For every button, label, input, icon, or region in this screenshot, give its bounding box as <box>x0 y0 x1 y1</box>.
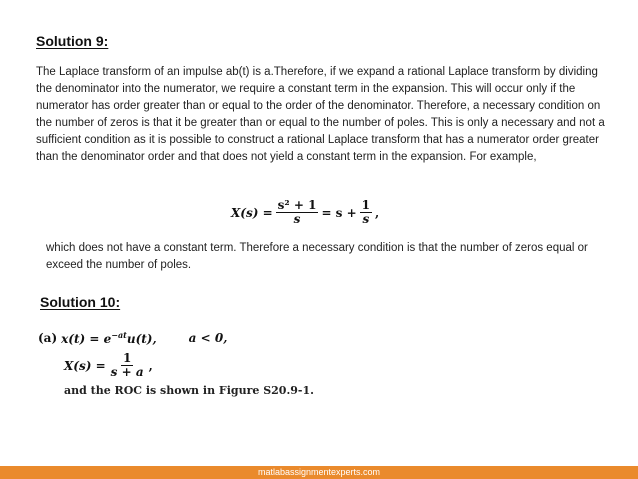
equation-middle: = s + <box>321 205 357 220</box>
solution-10-equations <box>38 330 227 379</box>
solution-9-paragraph-2: which does not have a constant term. Therefore a necessary condition is that the number of zeros equal or exceed the number of poles. <box>46 242 588 271</box>
equation-fraction-2 <box>360 199 372 226</box>
transform-lhs: X(s) = <box>64 358 106 373</box>
solution-9-paragraph-1: The Laplace transform of an impulse ab(t) is a.Therefore, if we expand a rational Laplace transform by dividing the denominator into the numerator, we require a constant term in the expansion. This will occur only if the numerator has order greater than or equal to the order of the denominator. Therefore, a necessary condition on the number of zeros is that it be greater than or equal to the number of poles. This is only a necessary and not a sufficient condition as it is possible to construct a rational Laplace transform that has a numerator order greater than the denominator order and that does not yield a constant term in the expansion. For example, <box>36 66 605 163</box>
solution-10-line-2 <box>64 352 227 379</box>
solution-10-heading: Solution 10: <box>40 294 121 310</box>
solution-9-heading: Solution 9: <box>36 33 109 49</box>
time-signal <box>61 330 157 346</box>
transform-tail: , <box>148 358 153 373</box>
equation-example <box>231 199 379 226</box>
condition: a < 0, <box>188 331 228 345</box>
part-label: (a) <box>38 331 58 345</box>
transform-fraction <box>109 352 146 379</box>
solution-10-line-1 <box>38 330 227 346</box>
time-signal-exponent: −at <box>111 330 127 340</box>
transform-denominator: s + a <box>110 365 144 379</box>
fraction-2-denominator: s <box>362 212 370 226</box>
transform-numerator: 1 <box>122 351 132 365</box>
fraction-2-numerator: 1 <box>361 198 371 212</box>
equation-tail: , <box>375 205 380 220</box>
time-signal-base: x(t) = e <box>61 332 112 346</box>
time-signal-rest: u(t), <box>126 332 157 346</box>
roc-note: and the ROC is shown in Figure S20.9-1. <box>64 384 314 397</box>
fraction-1-numerator: s² + 1 <box>277 198 317 212</box>
equation-fraction-1 <box>276 199 319 226</box>
fraction-1-denominator: s <box>293 212 301 226</box>
equation-lhs: X(s) = <box>231 205 273 220</box>
footer-website[interactable]: matlabassignmentexperts.com <box>257 467 381 477</box>
footer-bar <box>0 466 638 479</box>
